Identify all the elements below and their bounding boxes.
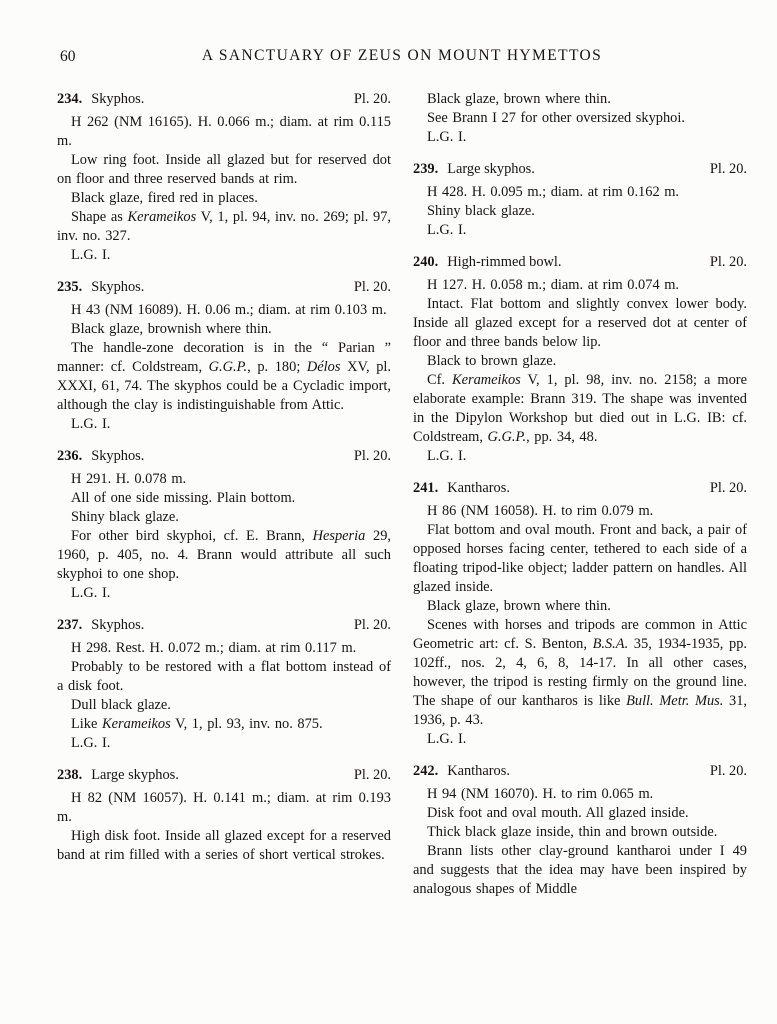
plate-reference: Pl. 20. (353, 279, 391, 295)
entry-name: Skyphos. (91, 279, 145, 295)
entry-paragraph: L.G. I. (427, 731, 467, 747)
entry-paragraph: Black glaze, brown where thin. (427, 91, 611, 107)
entry-paragraph: Scenes with horses and tripods are common in Attic Geometric art: cf. S. Benton, B.S.A. 35, 1934-1935, pp. 102ff., nos. 2, 4, 6, 8, 14-17. In all other cases, however, the tripod is resting firmly on the ground line. The shape of our kantharos is like Bull. Metr. Mus. 31, 1936, p. 43. (413, 617, 747, 728)
entry-name: Skyphos. (91, 91, 145, 107)
entry-name: Skyphos. (91, 448, 145, 464)
entry-heading (413, 479, 747, 498)
entry-paragraph: The handle-zone decoration is in the “ Parian ” manner: cf. Coldstream, G.G.P., p. 180; Délos XV, pl. XXXI, 61, 74. The skyphos could be a Cycladic import, although the clay is indistinguishable from Attic. (57, 340, 391, 413)
entry-paragraph: H 127. H. 0.058 m.; diam. at rim 0.074 m. (427, 277, 680, 293)
entry-paragraph: Probably to be restored with a flat bottom instead of a disk foot. (57, 659, 391, 694)
entry-paragraph: All of one side missing. Plain bottom. (71, 490, 296, 506)
entry-number: 240. (413, 254, 439, 270)
entry-name: High-rimmed bowl. (447, 254, 562, 270)
entry-number: 236. (57, 448, 83, 464)
catalog-entry-241 (413, 479, 747, 749)
entry-paragraph: For other bird skyphoi, cf. E. Brann, Hesperia 29, 1960, p. 405, no. 4. Brann would attribute all such skyphoi to one shop. (57, 528, 391, 582)
italic-citation: Kerameikos (452, 372, 521, 388)
entry-title (57, 766, 179, 785)
entry-paragraph: H 82 (NM 16057). H. 0.141 m.; diam. at rim 0.193 m. (57, 790, 391, 825)
entry-paragraph: L.G. I. (71, 247, 111, 263)
entry-paragraph: Like Kerameikos V, 1, pl. 93, inv. no. 875. (71, 716, 323, 732)
entry-paragraph: Black to brown glaze. (427, 353, 557, 369)
entry-paragraph: H 86 (NM 16058). H. to rim 0.079 m. (427, 503, 654, 519)
entry-paragraph: Low ring foot. Inside all glazed but for reserved dot on floor and three reserved bands at rim. (57, 152, 391, 187)
entry-paragraph: H 43 (NM 16089). H. 0.06 m.; diam. at rim 0.103 m. (71, 302, 387, 318)
two-column-text (57, 90, 747, 899)
entry-paragraph: H 291. H. 0.078 m. (71, 471, 187, 487)
entry-heading (57, 766, 391, 785)
plate-reference: Pl. 20. (709, 254, 747, 270)
entry-paragraph: H 94 (NM 16070). H. to rim 0.065 m. (427, 786, 654, 802)
entry-name: Kantharos. (447, 763, 510, 779)
entry-heading (413, 160, 747, 179)
plate-reference: Pl. 20. (353, 767, 391, 783)
catalog-entry-236 (57, 447, 391, 603)
entry-title (413, 160, 535, 179)
entry-number: 242. (413, 763, 439, 779)
entry-paragraph: H 298. Rest. H. 0.072 m.; diam. at rim 0.117 m. (71, 640, 357, 656)
plate-reference: Pl. 20. (353, 448, 391, 464)
entry-name: Large skyphos. (91, 767, 179, 783)
entry-heading (413, 762, 747, 781)
entry-title (57, 90, 144, 109)
entry-number: 239. (413, 161, 439, 177)
entry-title (413, 253, 562, 272)
entry-name: Large skyphos. (447, 161, 535, 177)
entry-title (57, 447, 144, 466)
plate-reference: Pl. 20. (709, 763, 747, 779)
entry-paragraph: Shiny black glaze. (71, 509, 179, 525)
entry-paragraph: L.G. I. (71, 735, 111, 751)
entry-number: 235. (57, 279, 83, 295)
italic-citation: G.G.P. (487, 429, 527, 445)
entry-heading (57, 278, 391, 297)
entry-paragraph: Shiny black glaze. (427, 203, 535, 219)
entry-title (57, 616, 144, 635)
catalog-entry-continuation (413, 90, 747, 147)
entry-paragraph: Flat bottom and oval mouth. Front and back, a pair of opposed horses facing center, tethered to each side of a floating tripod-like object; ladder pattern on handles. All glazed inside. (413, 522, 747, 595)
entry-paragraph: Shape as Kerameikos V, 1, pl. 94, inv. no. 269; pl. 97, inv. no. 327. (57, 209, 391, 244)
italic-citation: Kerameikos (101, 716, 171, 732)
catalog-entry-234 (57, 90, 391, 265)
catalog-entry-242 (413, 762, 747, 899)
page-title: A SANCTUARY OF ZEUS ON MOUNT HYMETTOS (201, 47, 603, 64)
entry-paragraph: L.G. I. (427, 222, 467, 238)
italic-citation: G.G.P. (208, 359, 248, 375)
plate-reference: Pl. 20. (353, 91, 391, 107)
italic-citation: Kerameikos (127, 209, 197, 225)
entry-title (57, 278, 144, 297)
page-header (57, 47, 747, 69)
catalog-entry-238 (57, 766, 391, 865)
column-right (413, 90, 747, 899)
plate-reference: Pl. 20. (353, 617, 391, 633)
entry-paragraph: See Brann I 27 for other oversized skyphoi. (427, 110, 685, 126)
entry-paragraph: L.G. I. (71, 585, 111, 601)
plate-reference: Pl. 20. (709, 480, 747, 496)
entry-paragraph: Intact. Flat bottom and slightly convex lower body. Inside all glazed except for a reserved dot at center of floor and three bands below lip. (413, 296, 747, 350)
italic-citation: Bull. Metr. Mus. (626, 693, 724, 709)
plate-reference: Pl. 20. (709, 161, 747, 177)
page-number: 60 (60, 48, 76, 65)
entry-name: Kantharos. (447, 480, 510, 496)
entry-number: 238. (57, 767, 83, 783)
entry-heading (57, 447, 391, 466)
entry-paragraph: Cf. Kerameikos V, 1, pl. 98, inv. no. 2158; a more elaborate example: Brann 319. The shape was invented in the Dipylon Workshop but died out in L.G. IB: cf. Coldstream, G.G.P., pp. 34, 48. (413, 372, 747, 445)
entry-paragraph: Black glaze, brown where thin. (427, 598, 611, 614)
entry-paragraph: High disk foot. Inside all glazed except for a reserved band at rim filled with a series of short vertical strokes. (57, 828, 391, 863)
entry-title (413, 762, 510, 781)
entry-title (413, 479, 510, 498)
entry-number: 234. (57, 91, 83, 107)
entry-heading (57, 616, 391, 635)
entry-heading (57, 90, 391, 109)
entry-paragraph: Black glaze, fired red in places. (71, 190, 258, 206)
italic-citation: B.S.A. (592, 636, 629, 652)
column-left (57, 90, 391, 899)
entry-paragraph: L.G. I. (427, 448, 467, 464)
catalog-entry-240 (413, 253, 747, 466)
entry-name: Skyphos. (91, 617, 145, 633)
entry-paragraph: L.G. I. (71, 416, 111, 432)
italic-citation: Hesperia (312, 528, 366, 544)
entry-number: 237. (57, 617, 83, 633)
entry-paragraph: Black glaze, brownish where thin. (71, 321, 272, 337)
catalog-entry-235 (57, 278, 391, 434)
entry-paragraph: Dull black glaze. (71, 697, 171, 713)
entry-paragraph: Disk foot and oval mouth. All glazed inside. (427, 805, 689, 821)
entry-paragraph: H 428. H. 0.095 m.; diam. at rim 0.162 m. (427, 184, 680, 200)
entry-number: 241. (413, 480, 439, 496)
catalog-entry-237 (57, 616, 391, 753)
entry-paragraph: L.G. I. (427, 129, 467, 145)
catalog-entry-239 (413, 160, 747, 240)
entry-heading (413, 253, 747, 272)
italic-citation: Délos (306, 359, 341, 375)
entry-paragraph: Thick black glaze inside, thin and brown outside. (427, 824, 718, 840)
entry-paragraph: H 262 (NM 16165). H. 0.066 m.; diam. at rim 0.115 m. (57, 114, 391, 149)
entry-paragraph: Brann lists other clay-ground kantharoi under I 49 and suggests that the idea may have been inspired by analogous shapes of Middle (413, 843, 747, 897)
